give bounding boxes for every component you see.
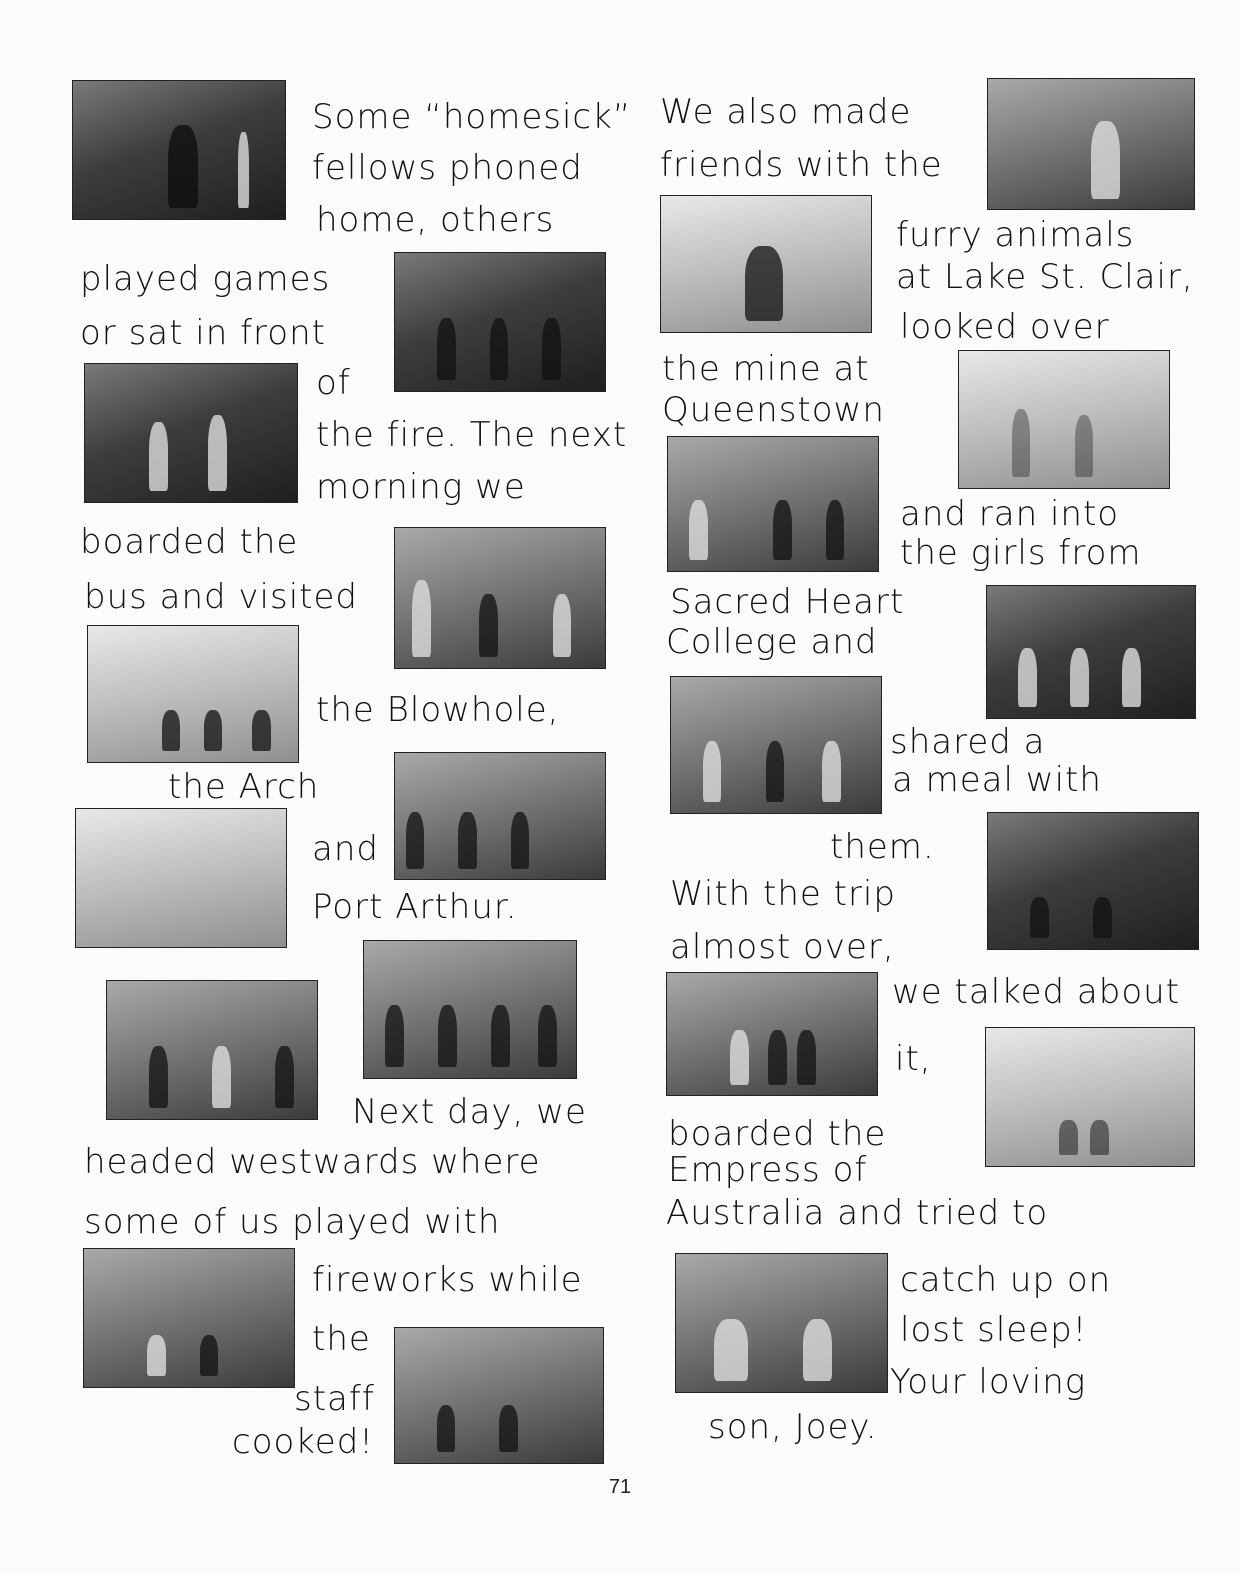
text-line: the	[312, 1319, 371, 1359]
text-line: catch up on	[900, 1260, 1112, 1300]
text-line: a meal with	[892, 760, 1102, 800]
text-line: the mine at	[662, 349, 870, 389]
text-line: bus and visited	[84, 577, 358, 617]
text-line: or sat in front	[80, 313, 326, 353]
photo-dining-hall	[987, 812, 1199, 950]
text-line: cooked!	[232, 1422, 374, 1462]
text-line: fireworks while	[312, 1260, 583, 1300]
photo-port-arthur-ruins	[75, 808, 287, 948]
text-line: headed westwards where	[84, 1142, 541, 1182]
text-line: College and	[666, 622, 878, 662]
text-line: Some “homesick”	[312, 97, 632, 137]
text-line: it,	[895, 1039, 932, 1079]
text-line: played games	[80, 259, 331, 299]
text-line: and ran into	[900, 494, 1120, 534]
page-number: 71	[608, 1476, 632, 1498]
text-line: boarded the	[80, 522, 299, 562]
photo-on-bus	[394, 527, 606, 669]
text-line: lost sleep!	[900, 1310, 1088, 1350]
text-line: we talked about	[892, 972, 1181, 1012]
photo-queenstown-mine	[958, 350, 1170, 489]
text-line: some of us played with	[84, 1202, 501, 1242]
text-line: boarded the	[668, 1114, 887, 1154]
text-line: of	[316, 363, 351, 403]
text-line: home, others	[316, 200, 555, 240]
text-line: and	[312, 829, 379, 869]
text-line: shared a	[890, 722, 1046, 762]
text-line: Queenstown	[662, 390, 885, 430]
text-line: morning we	[316, 467, 526, 507]
text-line: the girls from	[900, 533, 1142, 573]
photo-playing-games	[394, 252, 606, 392]
photo-ship-deck	[985, 1027, 1195, 1167]
photo-group-outdoors	[363, 940, 577, 1079]
text-line: looked over	[900, 307, 1110, 347]
photo-boy-on-phone	[72, 80, 286, 220]
text-line: the Arch	[168, 767, 320, 807]
photo-furry-animals	[660, 195, 872, 333]
text-line: son, Joey.	[708, 1407, 878, 1447]
text-line: the Blowhole,	[316, 690, 560, 730]
photo-sacred-heart-girls	[986, 585, 1196, 719]
photo-lost-sleep	[675, 1253, 888, 1393]
text-line: at Lake St. Clair,	[896, 257, 1194, 297]
text-line: the fire. The next	[316, 415, 628, 455]
text-line: Sacred Heart	[670, 582, 905, 622]
photo-lookout	[667, 436, 879, 572]
photo-in-front-of-fire	[84, 363, 298, 503]
text-line: Empress of	[668, 1150, 868, 1190]
photo-blowhole	[87, 625, 299, 763]
text-line: Australia and tried to	[666, 1193, 1049, 1233]
photo-fireworks-shelter	[83, 1248, 295, 1388]
photo-picnic-table	[106, 980, 318, 1120]
text-line: almost over,	[670, 927, 895, 967]
photo-shelter-bench	[666, 972, 878, 1096]
text-line: Your loving	[890, 1362, 1087, 1402]
text-line: fellows phoned	[312, 148, 583, 188]
text-line: Next day, we	[352, 1092, 587, 1132]
photo-staff-cooked	[394, 1327, 604, 1464]
photo-shared-meal	[670, 676, 882, 814]
text-line: furry animals	[896, 215, 1135, 255]
text-line: them.	[830, 827, 935, 867]
text-line: We also made	[660, 92, 912, 132]
text-line: staff	[294, 1379, 375, 1419]
text-line: With the trip	[670, 874, 896, 914]
text-line: friends with the	[660, 145, 943, 185]
text-line: Port Arthur.	[312, 887, 518, 927]
photo-the-arch-group	[394, 752, 606, 880]
photo-feeding-wallaby	[987, 78, 1195, 210]
